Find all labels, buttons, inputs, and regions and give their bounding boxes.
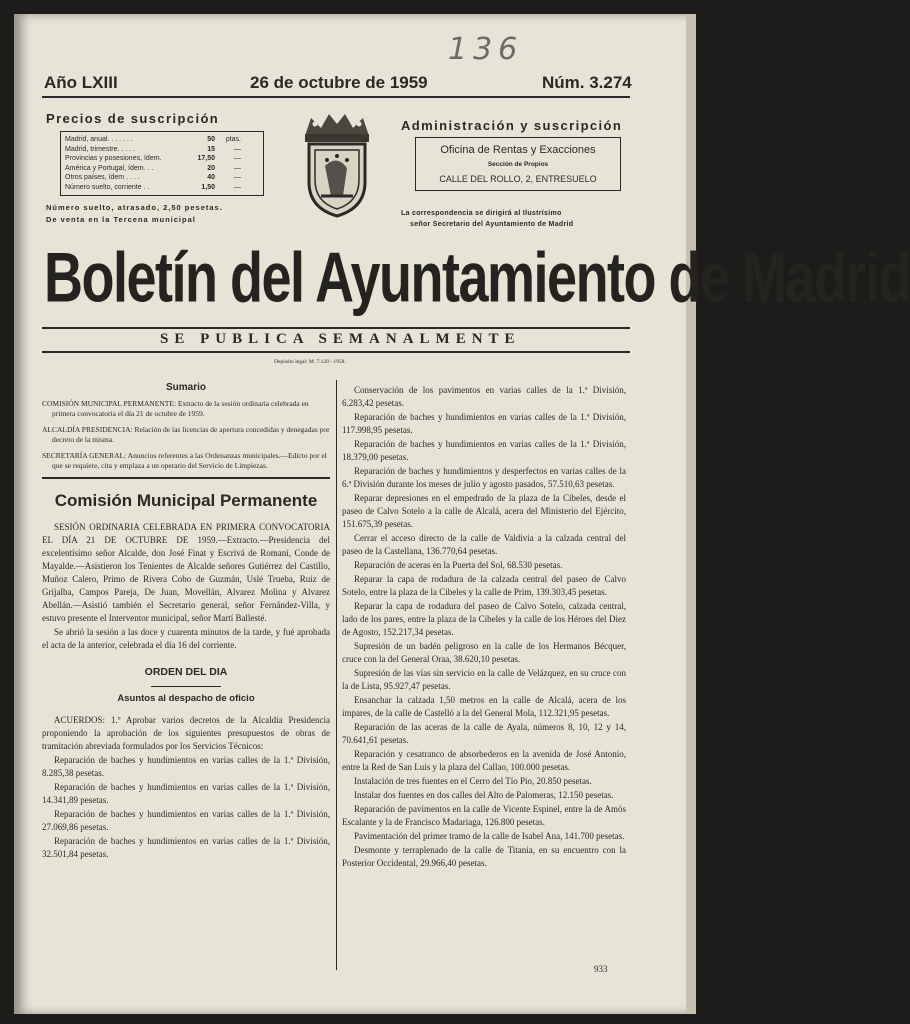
paragraph: Reparación de baches y hundimientos en varias calles de la 1.ª División, 32.501,84 pesetas. [42, 836, 330, 859]
price-note-2: De venta en la Tercena municipal [46, 215, 196, 224]
price-note-1: Número suelto, atrasado, 2,50 pesetas. [46, 203, 223, 212]
paragraph: Cerrar el acceso directo de la calle de Valdivia a la calzada central del paseo de la Castellana, 136.770,64 pesetas. [342, 533, 626, 556]
price-row: Número suelto, corriente . . 1,50 — [65, 183, 241, 191]
summary-item: SECRETARÍA GENERAL: Anuncios referentes a las Ordenanzas municipales.—Edicto por el que se requiere, cita y emplaza a un operario del Servicio de Limpiezas. [42, 451, 327, 470]
header-rule [42, 96, 630, 98]
issue-number: Núm. 3.274 [542, 73, 632, 92]
paragraph: Reparar la capa de rodadura de la calzada central del paseo de Calvo Sotelo, entre la plaza de la Cibeles y la calle de Prim, 139.303,45 pesetas. [342, 574, 626, 597]
price-row: Madrid, trimestre. . . . . 15 — [65, 145, 241, 153]
office-name: Oficina de Rentas y Exacciones [440, 144, 596, 156]
paragraph: Reparación de baches y hundimientos en varias calles de la 1.ª División, 18.379,00 pesetas. [342, 439, 626, 462]
newspaper-page [14, 14, 910, 1014]
left-column [42, 382, 330, 862]
paragraph: Reparación de las aceras de la calle de Ayala, números 8, 10, 12 y 14, 70.641,61 pesetas. [342, 722, 626, 745]
issue-year: Año LXIII [44, 73, 118, 92]
session-intro: SESIÓN ORDINARIA CELEBRADA EN PRIMERA CONVOCATORIA EL DÍA 21 DE OCTUBRE DE 1959.—Extracto.—Presidencia del excelentísimo señor Alcalde, don José Finat y Escrivá de Romaní, Conde de Mayalde.—Asistieron los Tenientes de Alcalde señores Gutiérrez del Castillo, Muñoz Calero, Primo de Rivera Cobo de Guzmán, Uslé Trueba, Ruiz de Grijalba, Campos Pareja, De Juan, Movellán, Alvarez Molina y Alvarez Abellán.—Asistió también el Secretario general, señor Fernández-Villa, y estuvo presente el Interventor municipal, señor Martí Ballesté. [42, 522, 330, 623]
section-title: Comisión Municipal Permanente [54, 491, 318, 510]
paragraph: Instalación de tres fuentes en el Cerro del Tío Pío, 20.850 pesetas. [354, 776, 592, 786]
paragraph: Reparación y cesatranco de absorbederos en la avenida de José Antonio, entre la Red de San Luis y la plaza del Callao, 100.000 pesetas. [342, 749, 626, 772]
paragraph: Reparación de baches y hundimientos y desperfectos en varias calles de la 6.ª División durante los meses de julio y agosto pasados, 57.510,63 pesetas. [342, 466, 626, 489]
dispatch-title: Asuntos al despacho de oficio [117, 693, 255, 704]
paragraph: Instalar dos fuentes en dos calles del Alto de Palomeras, 12.150 pesetas. [354, 790, 614, 800]
masthead-rule-top [42, 327, 630, 329]
correspondence-line-1: La correspondencia se dirigirá al Ilustrísimo [401, 210, 562, 217]
masthead-title: Boletín del Ayuntamiento de Madrid [44, 239, 910, 318]
order-of-day-title: ORDEN DEL DIA [144, 666, 228, 678]
issue-date: 26 de octubre de 1959 [250, 73, 428, 92]
office-box [415, 137, 621, 191]
paragraph: Reparar depresiones en el empedrado de la plaza de la Cibeles, desde el paseo de Calvo Sotelo a la calle de Alcalá, acera del Ministerio del Ejército, 151.675,39 pesetas. [342, 493, 626, 529]
paragraph: ACUERDOS: 1.º Aprobar varios decretos de la Alcaldía Presidencia proponiendo la aprobación de los siguientes presupuestos de obras de tramitación abreviada formulados por los Servicios Técnicos: [42, 715, 330, 751]
order-rule [151, 686, 221, 687]
legal-deposit: Depósito legal: M. 7.128 - 1958. [274, 359, 346, 365]
paragraph: Reparación de baches y hundimientos en varias calles de la 1.ª División, 27.069,86 pesetas. [42, 809, 330, 832]
summary-title: Sumario [165, 382, 206, 393]
paragraph: Reparación de baches y hundimientos en varias calles de la 1.ª División, 117.998,95 pesetas. [342, 412, 626, 435]
page-edge [686, 14, 696, 1014]
summary-item: ALCALDÍA PRESIDENCIA: Relación de las licencias de apertura concedidas y denegadas por decreto de la misma. [42, 425, 330, 444]
paragraph: Desmonte y terraplenado de la calle de Titania, en su encuentro con la Posterior Occidental, 29.966,40 pesetas. [342, 845, 626, 868]
session-opening: Se abrió la sesión a las doce y cuarenta minutos de la tarde, y fué aprobada el acta de la anterior, celebrada el día 16 del corriente. [42, 627, 330, 650]
summary-list [42, 399, 330, 471]
prices-heading: Precios de suscripción [46, 111, 220, 126]
administration-heading: Administración y suscripción [401, 118, 623, 133]
paragraph: Reparación de baches y hundimientos en varias calles de la 1.ª División, 8.285,38 pesetas. [42, 755, 330, 778]
summary-rule [42, 477, 330, 479]
masthead-rule-bottom [42, 351, 630, 353]
madrid-coat-of-arms-icon [295, 110, 379, 220]
session-text [42, 521, 330, 652]
paragraph: Ensanchar la calzada 1,50 metros en la calle de Alcalá, acera de los impares, de la calle de Castelló a la del General Mola, 112.321,95 pesetas. [342, 695, 626, 718]
agreements-text [42, 714, 330, 861]
summary-item: COMISIÓN MUNICIPAL PERMANENTE: Extracto de la sesión ordinaria celebrada en primera convocatoria el día 21 de octubre de 1959. [42, 399, 309, 418]
right-column [342, 384, 626, 871]
price-row: Provincias y posesiones, ídem. 17,50 — [65, 155, 241, 162]
paragraph: Reparación de baches y hundimientos en varias calles de la 1.ª División, 14.341,89 pesetas. [42, 782, 330, 805]
prices-table [60, 131, 264, 196]
price-row: Madrid, anual. . . . . . . 50 ptas. [65, 136, 241, 143]
column-divider [336, 380, 337, 970]
paragraph: Supresión de un badén peligroso en la calle de los Hermanos Bécquer, cruce con la del General Oraa, 38.620,10 pesetas. [342, 641, 626, 664]
paragraph: Reparación de aceras en la Puerta del Sol, 68.530 pesetas. [354, 560, 563, 570]
paragraph: Reparación de pavimentos en la calle de Vicente Espinel, entre la de Amós Escalante y la de Francisco Madariaga, 126.800 pesetas. [342, 804, 626, 827]
tagline: SE PUBLICA SEMANALMENTE [160, 331, 521, 347]
office-section: Sección de Propios [487, 161, 549, 168]
handwritten-note: 136 [448, 32, 524, 67]
paragraph: Reparar la capa de rodadura del paseo de Calvo Sotelo, calzada central, lado de los pares, entre la plaza de la Cibeles y la calle de los Héroes del Diez de Agosto, 152.217,34 pesetas. [342, 601, 626, 637]
price-row: América y Portugal, ídem. . . 20 — [65, 164, 241, 172]
office-address: CALLE DEL ROLLO, 2, ENTRESUELO [439, 174, 597, 184]
paragraph: Conservación de los pavimentos en varias calles de la 1.ª División, 6.283,42 pesetas. [342, 385, 626, 408]
price-row: Otros países, ídem . . . . 40 — [65, 174, 241, 181]
page-number: 933 [594, 964, 608, 974]
paragraph: Pavimentación del primer tramo de la calle de Isabel Ana, 141.700 pesetas. [354, 831, 625, 841]
paragraph: Supresión de las vías sin servicio en la calle de Velázquez, en su cruce con la de Lista, 95.927,47 pesetas. [342, 668, 626, 691]
correspondence-line-2: señor Secretario del Ayuntamiento de Madrid [410, 221, 574, 228]
